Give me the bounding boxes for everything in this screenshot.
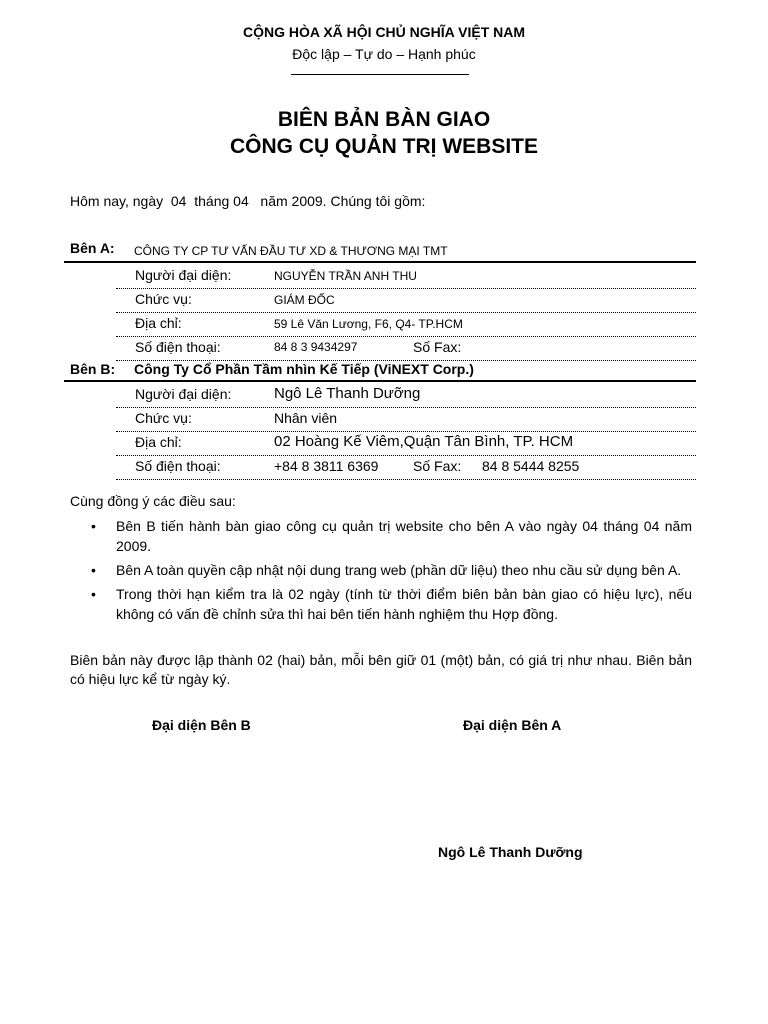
party-b-name: Công Ty Cổ Phần Tầm nhìn Kế Tiếp (ViNEXT Corp.) [134,361,474,377]
party-b-representative-row [116,383,696,408]
party-a-representative-row [116,264,696,289]
signature-heading-b: Đại diện Bên B [152,717,251,733]
list-item [70,584,692,624]
field-value: Nhân viên [274,410,338,426]
agreement-intro: Cùng đồng ý các điều sau: [70,493,236,509]
party-b-label: Bên B: [70,361,116,377]
party-b-phone-row [116,455,696,480]
fax-label: Số Fax: [413,339,462,355]
fax-label: Số Fax: [413,458,462,474]
field-label: Địa chỉ: [135,434,182,450]
document-title: BIÊN BẢN BÀN GIAO [277,108,491,131]
field-value: 59 Lê Văn Lương, F6, Q4- TP.HCM [274,317,463,331]
motto: Độc lập – Tự do – Hạnh phúc [292,46,476,62]
field-label: Địa chỉ: [135,315,182,331]
field-value: 02 Hoàng Kế Viêm,Quận Tân Bình, TP. HCM [274,433,574,450]
bullet-icon: • [91,562,96,578]
fax-value: 84 8 5444 8255 [482,458,580,474]
field-value: GIÁM ĐỐC [274,293,335,307]
field-label: Người đại diện: [135,267,232,283]
field-value: NGUYỄN TRẦN ANH THU [274,269,417,283]
party-a-position-row [116,288,696,313]
party-a-address-row [116,312,696,337]
field-label: Chức vụ: [135,291,192,307]
phone-value: +84 8 3811 6369 [274,458,379,474]
list-item-text: Trong thời hạn kiểm tra là 02 ngày (tính từ thời điểm biên bản bàn giao có hiệu lực), nếu không có vấn đề chỉnh sửa thì hai bên tiến hành nghiệm thu Hợp đồng. [116,586,692,622]
bullet-icon: • [91,518,96,534]
phone-value: 84 8 3 9434297 [274,340,358,354]
party-b-position-row [116,407,696,432]
nation-heading: CỘNG HÒA XÃ HỘI CHỦ NGHĨA VIỆT NAM [242,24,526,40]
list-item-text: Bên A toàn quyền cập nhật nội dung trang web (phần dữ liệu) theo nhu cầu sử dụng bên A. [116,562,682,578]
field-label: Người đại diện: [135,386,232,402]
phone-label: Số điện thoại: [135,339,221,355]
motto-underline [291,74,469,75]
field-label: Chức vụ: [135,410,192,426]
party-b-address-row [116,431,696,456]
list-item-text: Bên B tiến hành bàn giao công cụ quản trị website cho bên A vào ngày 04 tháng 04 năm 2009. [116,518,692,554]
intro-line: Hôm nay, ngày 04 tháng 04 năm 2009. Chúng tôi gồm: [70,193,426,209]
list-item [70,516,692,556]
closing-paragraph: Biên bản này được lập thành 02 (hai) bản, mỗi bên giữ 01 (một) bản, có giá trị như nhau. Biên bản có hiệu lực kể từ ngày ký. [70,652,692,687]
list-item [70,560,692,580]
field-value: Ngô Lê Thanh Dưỡng [274,385,421,402]
party-b-divider [64,380,696,382]
signature-heading-a: Đại diện Bên A [463,717,562,733]
party-a-phone-row [116,336,696,361]
phone-label: Số điện thoại: [135,458,221,474]
signer-name: Ngô Lê Thanh Dưỡng [438,844,583,860]
party-a-label: Bên A: [70,240,115,256]
party-a-name: CÔNG TY CP TƯ VẤN ĐẦU TƯ XD & THƯƠNG MẠI TMT [134,244,448,258]
party-a-divider [64,261,696,263]
bullet-icon: • [91,586,96,602]
agreement-list [70,516,692,628]
document-subtitle: CÔNG CỤ QUẢN TRỊ WEBSITE [230,135,538,158]
